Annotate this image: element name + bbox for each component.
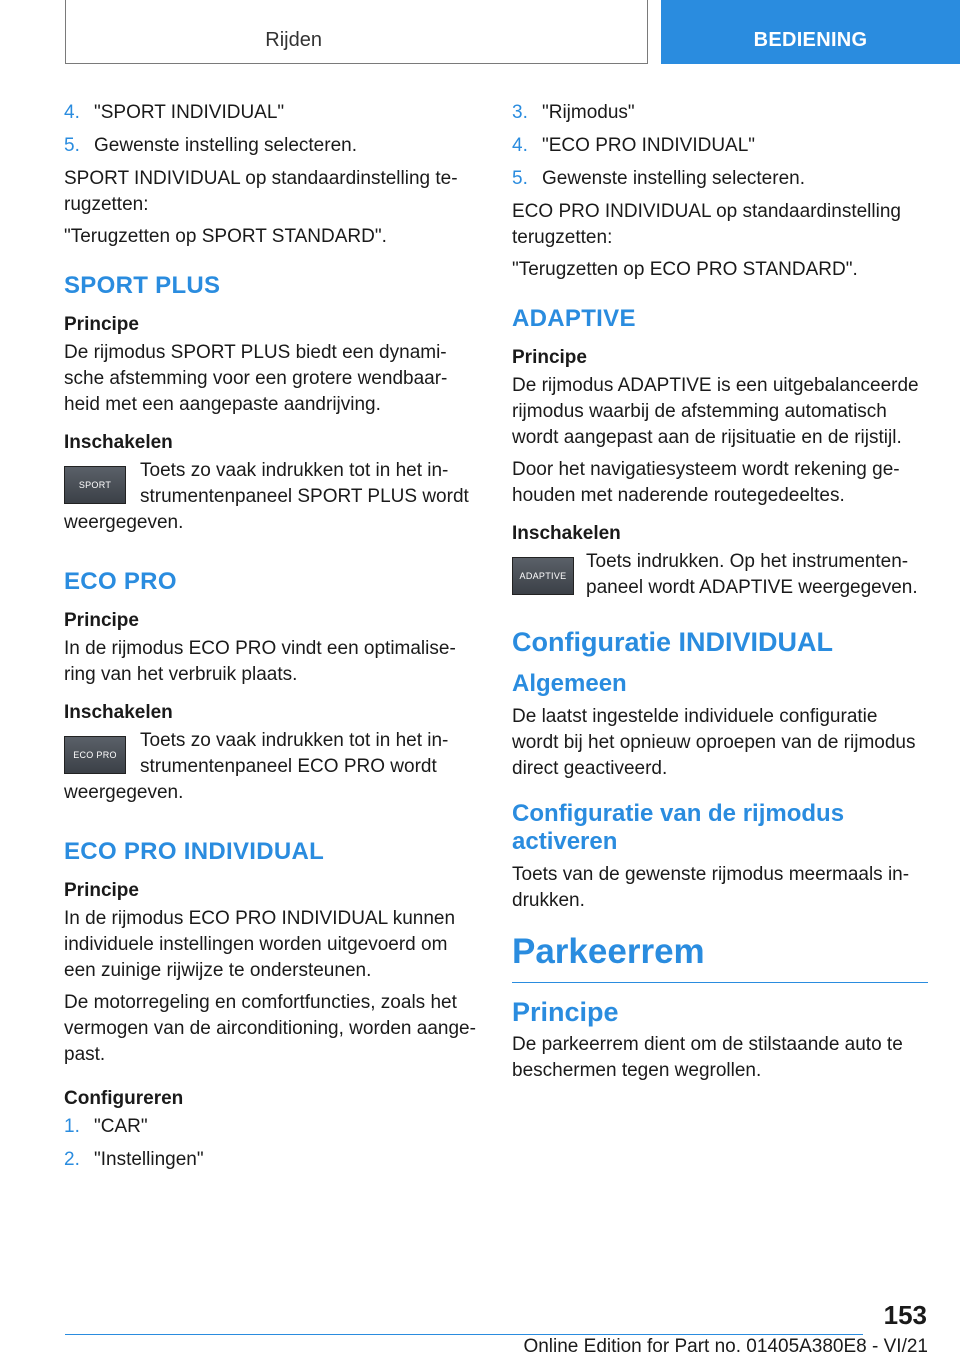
principle-text: In de rijmodus ECO PRO INDIVIDUAL kunnen individuele instellingen worden uitgevoerd om een zuinige rijwijze te ondersteunen. bbox=[64, 908, 456, 981]
principle-text-2: De motorregeling en comfortfuncties, zoals het vermogen van de airconditioning, worden aange-past. bbox=[64, 992, 476, 1065]
list-item bbox=[512, 166, 928, 192]
heading-eco-pro-individual: ECO PRO INDIVIDUAL bbox=[64, 838, 325, 865]
footer-edition: Online Edition for Part no. 01405A380E8 - VI/21 bbox=[523, 1336, 928, 1357]
list-item bbox=[512, 100, 928, 126]
button-label: ECO PRO bbox=[73, 750, 117, 760]
principle-text: De rijmodus SPORT PLUS biedt een dynami-sche afstemming voor een grotere wendbaar-heid met een aangepaste aandrijving. bbox=[64, 342, 448, 415]
principle-heading: Principe bbox=[512, 347, 587, 368]
heading-config-individual: Configuratie INDIVIDUAL bbox=[512, 627, 833, 657]
list-number: 4. bbox=[512, 135, 528, 156]
heading-sport-plus: SPORT PLUS bbox=[64, 272, 221, 299]
list-number: 4. bbox=[64, 102, 80, 123]
reset-instruction: ECO PRO INDIVIDUAL op standaardinstelling terugzetten: bbox=[512, 201, 901, 248]
page-number: 153 bbox=[883, 1300, 927, 1330]
left-column bbox=[64, 100, 476, 1180]
heading-principle: Principe bbox=[512, 997, 619, 1027]
list-text: "Instellingen" bbox=[94, 1149, 204, 1170]
list-number: 5. bbox=[64, 135, 80, 156]
list-item bbox=[64, 1147, 476, 1173]
principle-text: De parkeerrem dient om de stilstaande auto te beschermen tegen wegrollen. bbox=[512, 1034, 903, 1081]
enable-instruction bbox=[512, 549, 928, 607]
heading-eco-pro: ECO PRO bbox=[64, 568, 177, 595]
list-text: Gewenste instelling selecteren. bbox=[542, 168, 805, 189]
enable-heading: Inschakelen bbox=[64, 702, 173, 723]
heading-adaptive: ADAPTIVE bbox=[512, 305, 636, 332]
list-item bbox=[64, 100, 476, 126]
header-box bbox=[65, 0, 648, 64]
list-text: "CAR" bbox=[94, 1116, 148, 1137]
list-text: "Rijmodus" bbox=[542, 102, 635, 123]
heading-general: Algemeen bbox=[512, 670, 627, 697]
heading-parking-brake: Parkeerrem bbox=[512, 932, 928, 983]
list-number: 3. bbox=[512, 102, 528, 123]
list-item bbox=[64, 133, 476, 159]
header-chapter-tab[interactable] bbox=[661, 0, 960, 64]
header-section-title: Rijden bbox=[265, 29, 322, 51]
principle-text-2: Door het navigatiesysteem wordt rekening ge-houden met naderende routegedeeltes. bbox=[512, 459, 900, 506]
enable-text: Toets indrukken. Op het instrumenten-paneel wordt ADAPTIVE weergegeven. bbox=[586, 551, 918, 598]
configure-heading: Configureren bbox=[64, 1088, 184, 1109]
enable-heading: Inschakelen bbox=[512, 523, 621, 544]
principle-heading: Principe bbox=[64, 314, 139, 335]
enable-text: Toets zo vaak indrukken tot in het in-strumentenpaneel ECO PRO wordt weergegeven. bbox=[64, 730, 449, 803]
enable-instruction bbox=[64, 728, 476, 812]
reset-command: "Terugzetten op SPORT STANDARD". bbox=[64, 226, 387, 247]
header-chapter-label: BEDIENING bbox=[753, 29, 868, 51]
list-number: 2. bbox=[64, 1149, 80, 1170]
list-number: 1. bbox=[64, 1116, 80, 1137]
sport-button-icon bbox=[64, 466, 126, 504]
right-column bbox=[512, 100, 928, 1090]
button-label: ADAPTIVE bbox=[519, 571, 567, 581]
principle-heading: Principe bbox=[64, 880, 139, 901]
principle-heading: Principe bbox=[64, 610, 139, 631]
enable-heading: Inschakelen bbox=[64, 432, 173, 453]
list-text: "ECO PRO INDIVIDUAL" bbox=[542, 135, 756, 156]
list-item bbox=[512, 133, 928, 159]
general-text: De laatst ingestelde individuele configuratie wordt bij het opnieuw oproepen van de rijmodus direct geactiveerd. bbox=[512, 706, 916, 779]
reset-instruction: SPORT INDIVIDUAL op standaardinstelling te-rugzetten: bbox=[64, 168, 458, 215]
button-label: SPORT bbox=[78, 480, 112, 490]
heading-activate-config: Configuratie van de rijmodus activeren bbox=[512, 800, 845, 855]
enable-text: Toets zo vaak indrukken tot in het in-strumentenpaneel SPORT PLUS wordt weergegeven. bbox=[64, 460, 469, 533]
list-text: "SPORT INDIVIDUAL" bbox=[94, 102, 285, 123]
principle-text: In de rijmodus ECO PRO vindt een optimalise-ring van het verbruik plaats. bbox=[64, 638, 456, 685]
list-number: 5. bbox=[512, 168, 528, 189]
principle-text: De rijmodus ADAPTIVE is een uitgebalanceerde rijmodus waarbij de afstemming automatisch wordt aangepast aan de rijsituatie en de rijstijl. bbox=[512, 375, 919, 448]
reset-command: "Terugzetten op ECO PRO STANDARD". bbox=[512, 259, 858, 280]
activate-text: Toets van de gewenste rijmodus meermaals in-drukken. bbox=[512, 864, 910, 911]
list-text: Gewenste instelling selecteren. bbox=[94, 135, 357, 156]
eco-pro-button-icon bbox=[64, 736, 126, 774]
footer-divider bbox=[65, 1334, 863, 1335]
list-item bbox=[64, 1114, 476, 1140]
enable-instruction bbox=[64, 458, 476, 542]
adaptive-button-icon bbox=[512, 557, 574, 595]
